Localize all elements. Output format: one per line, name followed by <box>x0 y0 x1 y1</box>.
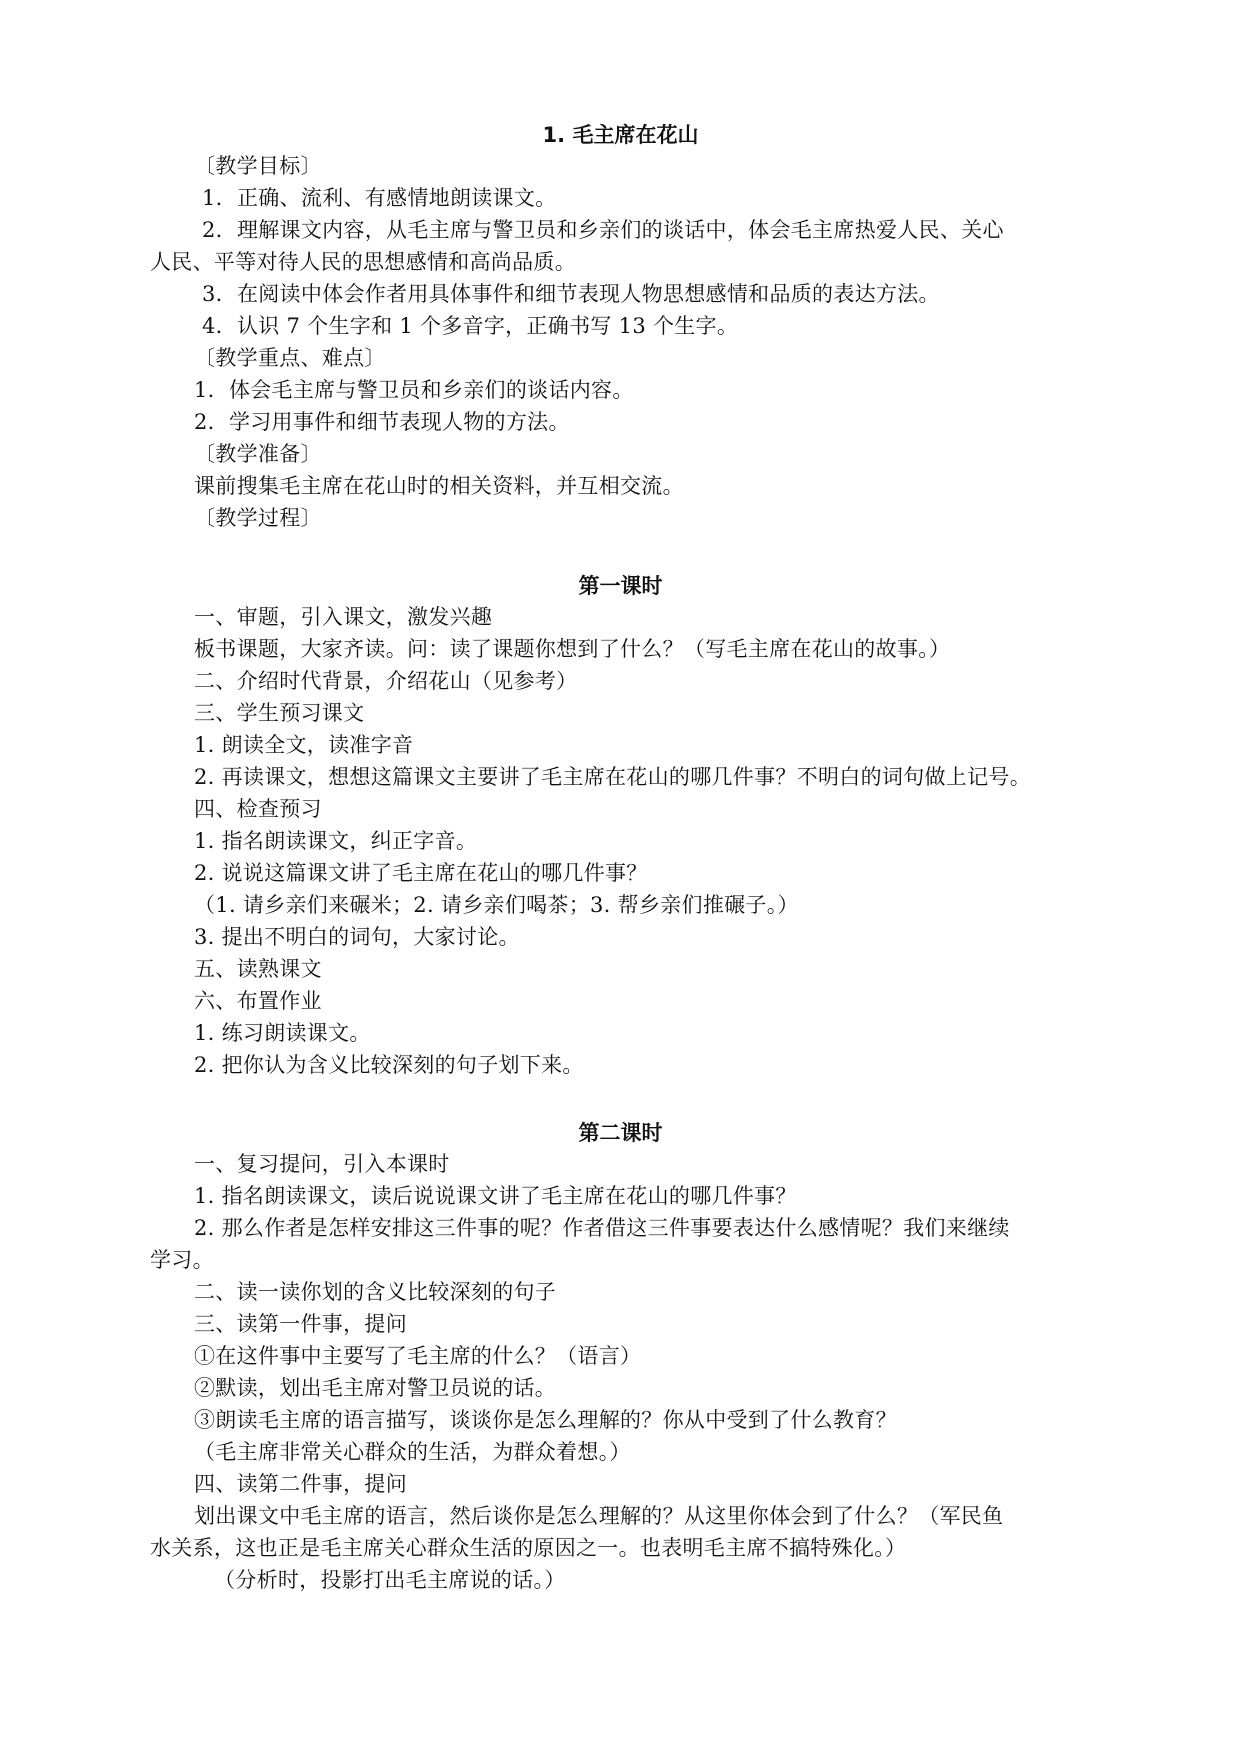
goal-item: 2．理解课文内容，从毛主席与警卫员和乡亲们的谈话中，体会毛主席热爱人民、关心 <box>202 218 1004 242</box>
key-point-item: 2．学习用事件和细节表现人物的方法。 <box>194 410 570 434</box>
lesson1-line: 1. 指名朗读课文，纠正字音。 <box>194 829 478 853</box>
lesson2-line: 划出课文中毛主席的语言，然后谈你是怎么理解的？从这里你体会到了什么？（军民鱼 <box>194 1504 1004 1528</box>
page-title: 1. 毛主席在花山 <box>542 123 699 147</box>
heading-preparation: 〔教学准备〕 <box>194 442 322 466</box>
lesson1-line: 四、检查预习 <box>194 797 322 821</box>
lesson2-title: 第二课时 <box>578 1121 663 1145</box>
lesson1-line: 2. 说说这篇课文讲了毛主席在花山的哪几件事？ <box>194 861 648 885</box>
lesson2-line: 二、读一读你划的含义比较深刻的句子 <box>194 1280 557 1304</box>
lesson1-line: 六、布置作业 <box>194 989 322 1013</box>
goal-item-continued: 人民、平等对待人民的思想感情和高尚品质。 <box>150 250 576 274</box>
lesson1-title: 第一课时 <box>578 574 663 598</box>
lesson2-line: ①在这件事中主要写了毛主席的什么？（语言） <box>194 1344 642 1368</box>
heading-key-points: 〔教学重点、难点〕 <box>194 346 386 370</box>
lesson2-line: 四、读第二件事，提问 <box>194 1472 407 1496</box>
goal-item: 4．认识 7 个生字和 1 个多音字，正确书写 13 个生字。 <box>202 314 739 338</box>
lesson2-line: 三、读第一件事，提问 <box>194 1312 407 1336</box>
lesson2-line-continued: 学习。 <box>150 1248 214 1272</box>
lesson2-line: （分析时，投影打出毛主席说的话。） <box>214 1568 566 1592</box>
lesson2-line-continued: 水关系，这也正是毛主席关心群众生活的原因之一。也表明毛主席不搞特殊化。） <box>150 1536 907 1560</box>
goal-item: 1．正确、流利、有感情地朗读课文。 <box>202 186 557 210</box>
lesson1-line: 1. 朗读全文，读准字音 <box>194 733 414 757</box>
lesson1-line: （1. 请乡亲们来碾米；2. 请乡亲们喝茶；3. 帮乡亲们推碾子。） <box>194 893 799 917</box>
lesson2-line: （毛主席非常关心群众的生活，为群众着想。） <box>194 1440 631 1464</box>
lesson1-line: 2. 再读课文，想想这篇课文主要讲了毛主席在花山的哪几件事？不明白的词句做上记号。 <box>194 765 1032 789</box>
lesson1-line: 板书课题，大家齐读。问：读了课题你想到了什么？（写毛主席在花山的故事。） <box>194 637 951 661</box>
lesson2-line: ③朗读毛主席的语言描写，谈谈你是怎么理解的？你从中受到了什么教育？ <box>194 1408 897 1432</box>
lesson2-line: 1. 指名朗读课文，读后说说课文讲了毛主席在花山的哪几件事？ <box>194 1184 797 1208</box>
lesson1-line: 1. 练习朗读课文。 <box>194 1021 371 1045</box>
lesson2-line: ②默读，划出毛主席对警卫员说的话。 <box>194 1376 557 1400</box>
lesson2-line: 2. 那么作者是怎样安排这三件事的呢？作者借这三件事要表达什么感情呢？我们来继续 <box>194 1216 1010 1240</box>
key-point-item: 1．体会毛主席与警卫员和乡亲们的谈话内容。 <box>194 378 634 402</box>
preparation-text: 课前搜集毛主席在花山时的相关资料，并互相交流。 <box>194 474 684 498</box>
lesson1-line: 3. 提出不明白的词句，大家讨论。 <box>194 925 520 949</box>
lesson1-line: 二、介绍时代背景，介绍花山（见参考） <box>194 669 578 693</box>
heading-teaching-goals: 〔教学目标〕 <box>194 154 322 178</box>
lesson2-line: 一、复习提问，引入本课时 <box>194 1152 450 1176</box>
heading-process: 〔教学过程〕 <box>194 506 322 530</box>
lesson1-line: 一、审题，引入课文，激发兴趣 <box>194 605 493 629</box>
lesson1-line: 五、读熟课文 <box>194 957 322 981</box>
lesson1-line: 2. 把你认为含义比较深刻的句子划下来。 <box>194 1053 584 1077</box>
lesson1-line: 三、学生预习课文 <box>194 701 365 725</box>
goal-item: 3．在阅读中体会作者用具体事件和细节表现人物思想感情和品质的表达方法。 <box>202 282 940 306</box>
